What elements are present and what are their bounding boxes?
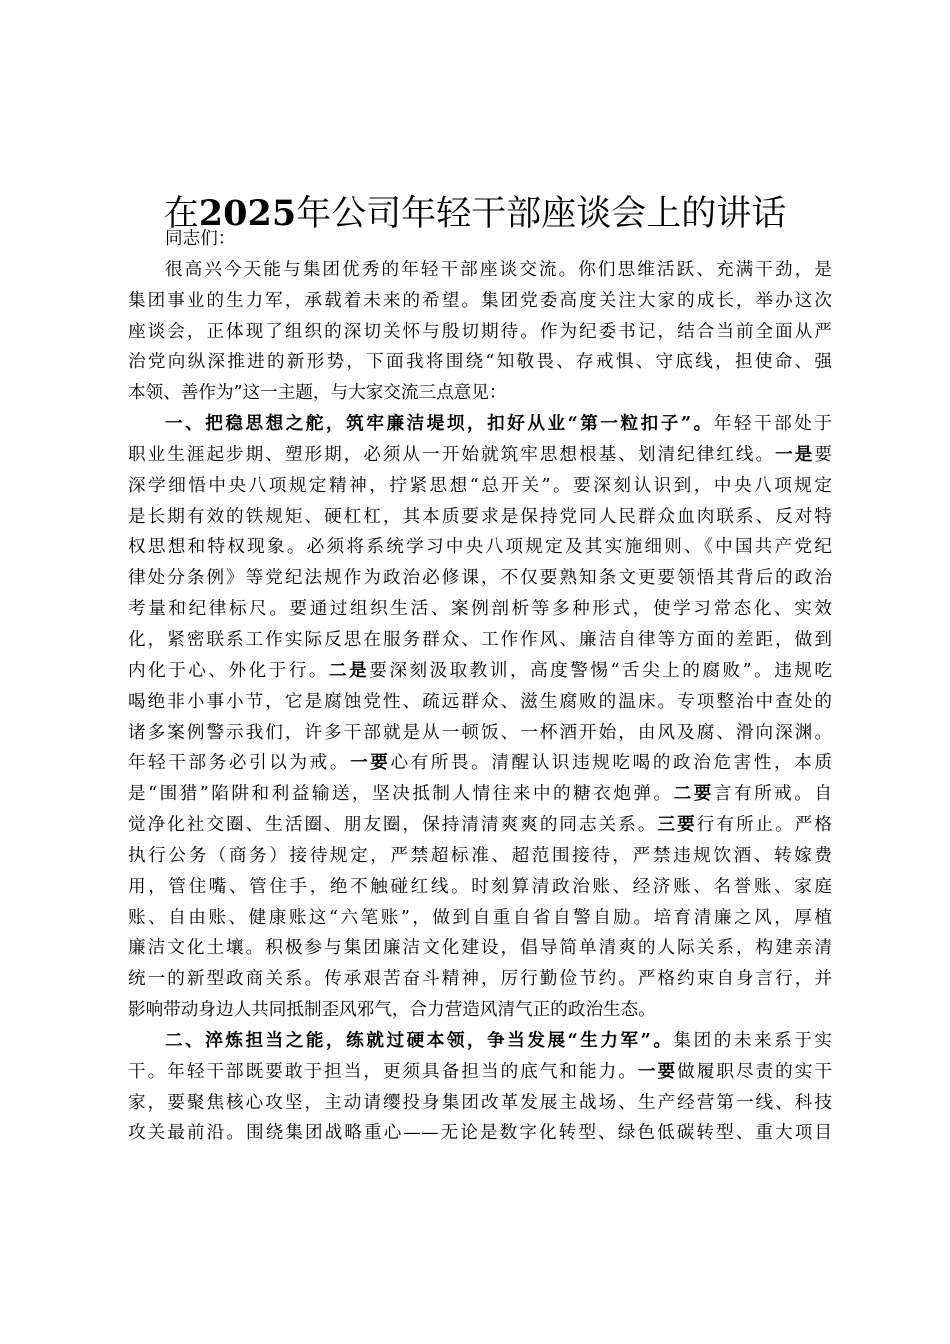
text-line [128, 872, 832, 903]
text-line [128, 317, 832, 348]
text-line [128, 964, 832, 995]
bold-text-run: 三要 [657, 814, 697, 836]
text-line [128, 532, 832, 563]
text-run: 律处分条例》等党纪法规作为政治必修课，不仅要熟知条文更要领悟其背后的政治 [128, 568, 832, 589]
text-run: 权思想和特权现象。必须将系统学习中央八项规定及其实施细则、《中国共产党纪 [128, 537, 832, 558]
text-run: 集团的未来系于实 [673, 1030, 832, 1051]
text-line [128, 440, 832, 471]
text-line [128, 748, 832, 779]
text-run: 是长期有效的铁规矩、硬杠杠，其本质要求是保持党同人民群众血肉联系、反对特 [128, 506, 832, 527]
text-run: 很高兴今天能与集团优秀的年轻干部座谈交流。你们思维活跃、充满干劲，是 [165, 259, 832, 280]
text-run: 干。年轻干部既要敢于担当，更须具备担当的底气和能力。 [128, 1061, 638, 1082]
text-run: 化，紧密联系工作实际反思在服务群众、工作作风、廉洁自律等方面的差距，做到 [128, 629, 832, 650]
text-line [128, 687, 832, 718]
text-run: 影响带动身边人共同抵制歪风邪气，合力营造风清气正的政治生态。 [128, 1000, 656, 1021]
text-run: 言有所戒。自 [713, 784, 832, 805]
text-line [128, 471, 832, 502]
text-run: 年轻干部务必引以为戒。 [128, 753, 351, 774]
bold-text-run: 一要 [637, 1060, 678, 1082]
text-line [128, 594, 832, 625]
text-run: 内化于心、外化于行。 [128, 660, 330, 681]
text-line [128, 563, 832, 594]
text-line [128, 903, 832, 934]
text-run: 攻关最前沿。围绕集团战略重心——无论是数字化转型、绿色低碳转型、重大项目 [128, 1123, 832, 1144]
text-line [128, 286, 832, 317]
text-line [128, 255, 832, 286]
bold-text-run: 一要 [350, 752, 391, 774]
text-run: 年轻干部处于 [713, 414, 832, 435]
bold-text-run: 二是 [329, 659, 370, 681]
text-run: 治党向纵深推进的新形势，下面我将围绕“知敬畏、存戒惧、守底线，担使命、强 [128, 352, 832, 373]
text-line [128, 933, 832, 964]
text-run: 喝绝非小事小节，它是腐蚀党性、疏远群众、滋生腐败的温床。专项整治中查处的 [128, 691, 832, 712]
text-run: 集团事业的生力军，承载着未来的希望。集团党委高度关注大家的成长，举办这次 [128, 290, 832, 311]
text-line [128, 841, 832, 872]
text-run: 家，要聚焦核心攻坚，主动请缨投身集团改革发展主战场、生产经营第一线、科技 [128, 1092, 832, 1113]
text-run: 深学细悟中央八项规定精神，拧紧思想“总开关”。要深刻认识到，中央八项规定 [128, 475, 832, 496]
text-line [128, 502, 832, 533]
text-run: 廉洁文化土壤。积极参与集团廉洁文化建设，倡导简单清爽的人际关系，构建亲清 [128, 938, 832, 959]
text-run: 统一的新型政商关系。传承艰苦奋斗精神，厉行勤俭节约。严格约束自身言行，并 [128, 969, 832, 990]
text-run: 本领、善作为”这一主题，与大家交流三点意见： [128, 383, 507, 404]
text-line [128, 656, 832, 687]
text-line [128, 409, 832, 440]
text-line [128, 1088, 832, 1119]
text-line [128, 347, 832, 378]
text-run: 座谈会，正体现了组织的深切关怀与殷切期待。作为纪委书记，结合当前全面从严 [128, 321, 832, 342]
bold-text-run: 二要 [673, 783, 714, 805]
text-run: 用，管住嘴、管住手，绝不触碰红线。时刻算清政治账、经济账、名誉账、家庭 [128, 876, 832, 897]
text-run: 诸多案例警示我们，许多干部就是从一顿饭、一杯酒开始，由风及腐、滑向深渊。 [128, 722, 832, 743]
title-prefix: 在 [163, 194, 199, 235]
bold-text-run: 二、淬炼担当之能，练就过硬本领，争当发展“生力军”。 [165, 1029, 674, 1051]
text-run: 要深刻汲取教训，高度警惕“舌尖上的腐败”。违规吃 [369, 660, 832, 681]
text-run: 要 [814, 444, 832, 465]
text-line [128, 1118, 832, 1149]
title-suffix: 年公司年轻干部座谈会上的讲话 [296, 194, 787, 235]
text-line [128, 995, 832, 1026]
text-run: 职业生涯起步期、塑形期，必须从一开始就筑牢思想根基、划清纪律红线。 [128, 444, 776, 465]
text-line [128, 378, 832, 409]
text-run: 觉净化社交圈、生活圈、朋友圈，保持清清爽爽的同志关系。 [128, 815, 658, 836]
text-run: 是“围猎”陷阱和利益输送，坚决抵制人情往来中的糖衣炮弹。 [128, 784, 674, 805]
text-run: 做履职尽责的实干 [677, 1061, 832, 1082]
text-line [128, 1026, 832, 1057]
salutation: 同志们： [165, 229, 236, 249]
speech-lines [128, 255, 832, 1149]
text-run: 心有所畏。清醒认识违规吃喝的政治危害性，本质 [390, 753, 832, 774]
text-run: 行有所止。严格 [696, 815, 832, 836]
text-line [128, 625, 832, 656]
text-run: 执行公务（商务）接待规定，严禁超标准、超范围接待，严禁违规饮酒、转嫁费 [128, 845, 832, 866]
text-line [128, 718, 832, 749]
speech-body [128, 224, 832, 1149]
title-year: 2025 [198, 193, 297, 235]
bold-text-run: 一是 [775, 443, 815, 465]
text-line [128, 810, 832, 841]
text-run: 账、自由账、健康账这“六笔账”，做到自重自省自警自励。培育清廉之风，厚植 [128, 907, 832, 928]
bold-text-run: 一、把稳思想之舵，筑牢廉洁堤坝，扣好从业“第一粒扣子”。 [165, 413, 714, 435]
text-run: 考量和纪律标尺。要通过组织生活、案例剖析等多种形式，使学习常态化、实效 [128, 599, 832, 620]
text-line [128, 1057, 832, 1088]
text-line [128, 779, 832, 810]
